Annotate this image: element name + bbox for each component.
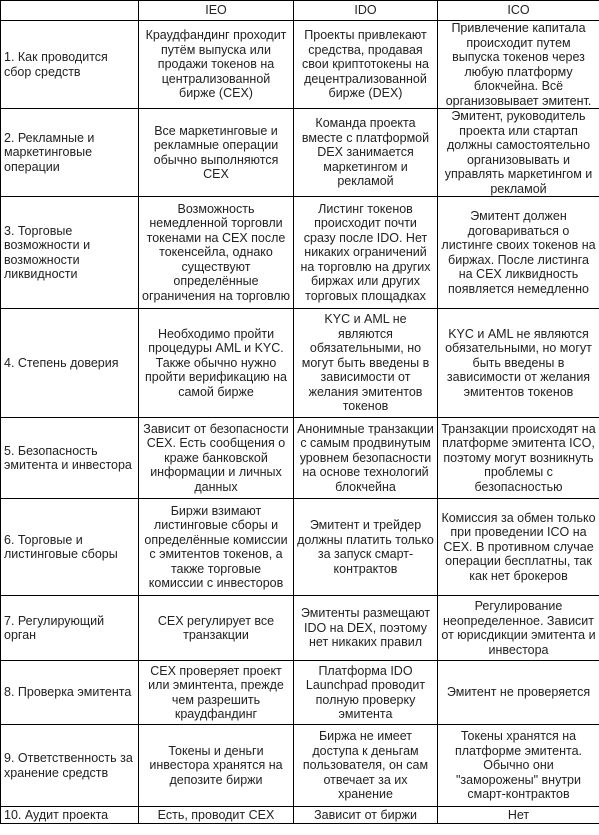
cell-ieo: Есть, проводит CEX xyxy=(139,807,294,824)
header-ieo: IEO xyxy=(139,1,294,21)
cell-ico: Токены хранятся на платформе эмитента. Обычно они "заморожены" внутри смарт-контрактов xyxy=(438,725,599,807)
table-row xyxy=(1,661,599,725)
cell-ido: Проекты привлекают средства, продавая свои криптотокены на децентрализованной бирже (DEX) xyxy=(294,21,438,109)
cell-ieo: Краудфандинг проходит путём выпуска или продажи токенов на централизованной бирже (CEX) xyxy=(139,21,294,109)
row-label: 8. Проверка эмитента xyxy=(1,661,139,725)
cell-ico: Комиссия за обмен только при проведении ICO на CEX. В противном случае операции бесплатны, так как нет брокеров xyxy=(438,499,599,596)
cell-ido: KYC и AML не являются обязательными, но могут быть введены в зависимости от желания эмитентов токенов xyxy=(294,309,438,418)
table-row xyxy=(1,418,599,499)
row-label: 5. Безопасность эмитента и инвестора xyxy=(1,418,139,499)
header-ido: IDO xyxy=(294,1,438,21)
cell-ido: Команда проекта вместе с платформой DEX занимается маркетингом и рекламой xyxy=(294,109,438,197)
cell-ido: Зависит от биржи xyxy=(294,807,438,824)
cell-ieo: Биржи взимают листинговые сборы и определённые комиссии с эмитентов токенов, а также торговые комиссии с инвесторов xyxy=(139,499,294,596)
table-row xyxy=(1,197,599,309)
header-ico: ICO xyxy=(438,1,599,21)
table-row xyxy=(1,309,599,418)
cell-ico: Нет xyxy=(438,807,599,824)
cell-ico: KYC и AML не являются обязательными, но могут быть введены в зависимости от желания эмитентов токенов xyxy=(438,309,599,418)
row-label: 6. Торговые и листинговые сборы xyxy=(1,499,139,596)
table-row xyxy=(1,21,599,109)
row-label: 10. Аудит проекта xyxy=(1,807,139,824)
table-row xyxy=(1,725,599,807)
row-label: 3. Торговые возможности и возможности ликвидности xyxy=(1,197,139,309)
cell-ico: Привлечение капитала происходит путем выпуска токенов через любую платформу блокчейна. Всё организовывает эмитент. xyxy=(438,21,599,109)
cell-ido: Анонимные транзакции с самым продвинутым уровнем безопасности на основе технологий блокчейна xyxy=(294,418,438,499)
row-label: 7. Регулирующий орган xyxy=(1,596,139,661)
cell-ieo: CEX проверяет проект или эминтента, прежде чем разрешить краудфандинг xyxy=(139,661,294,725)
row-label: 9. Ответственность за хранение средств xyxy=(1,725,139,807)
cell-ido: Эмитент и трейдер должны платить только за запуск смарт-контрактов xyxy=(294,499,438,596)
cell-ieo: CEX регулирует все транзакции xyxy=(139,596,294,661)
cell-ieo: Возможность немедленной торговли токенами на CEX после токенсейла, однако существуют определённые ограничения на торговлю xyxy=(139,197,294,309)
header-row xyxy=(1,1,599,21)
cell-ido: Листинг токенов происходит почти сразу после IDO. Нет никаких ограничений на торговлю на других биржах или других торговых площадках xyxy=(294,197,438,309)
cell-ieo: Зависит от безопасности CEX. Есть сообщения о краже банковской информации и личных данных xyxy=(139,418,294,499)
row-label: 4. Степень доверия xyxy=(1,309,139,418)
header-empty xyxy=(1,1,139,21)
cell-ico: Регулирование неопределенное. Зависит от юрисдикции эмитента и инвестора xyxy=(438,596,599,661)
table-row xyxy=(1,807,599,824)
cell-ieo: Все маркетинговые и рекламные операции обычно выполняются CEX xyxy=(139,109,294,197)
table-row xyxy=(1,109,599,197)
cell-ico: Эмитент, руководитель проекта или стартап должны самостоятельно организовывать и управлять маркетингом и рекламой xyxy=(438,109,599,197)
table-row xyxy=(1,596,599,661)
table-row xyxy=(1,499,599,596)
cell-ido: Платформа IDO Launchpad проводит полную проверку эмитента xyxy=(294,661,438,725)
row-label: 2. Рекламные и маркетинговые операции xyxy=(1,109,139,197)
cell-ico: Транзакции происходят на платформе эмитента ICO, поэтому могут возникнуть проблемы с безопасностью xyxy=(438,418,599,499)
cell-ido: Эмитенты размещают IDO на DEX, поэтому нет никаких правил xyxy=(294,596,438,661)
row-label: 1. Как проводится сбор средств xyxy=(1,21,139,109)
cell-ico: Эмитент должен договариваться о листинге своих токенов на биржах. После листинга на CEX ликвидность появляется немедленно xyxy=(438,197,599,309)
cell-ico: Эмитент не проверяется xyxy=(438,661,599,725)
cell-ieo: Необходимо пройти процедуры AML и KYC. Также обычно нужно пройти верификацию на самой бирже xyxy=(139,309,294,418)
cell-ido: Биржа не имеет доступа к деньгам пользователя, он сам отвечает за их хранение xyxy=(294,725,438,807)
cell-ieo: Токены и деньги инвестора хранятся на депозите биржи xyxy=(139,725,294,807)
